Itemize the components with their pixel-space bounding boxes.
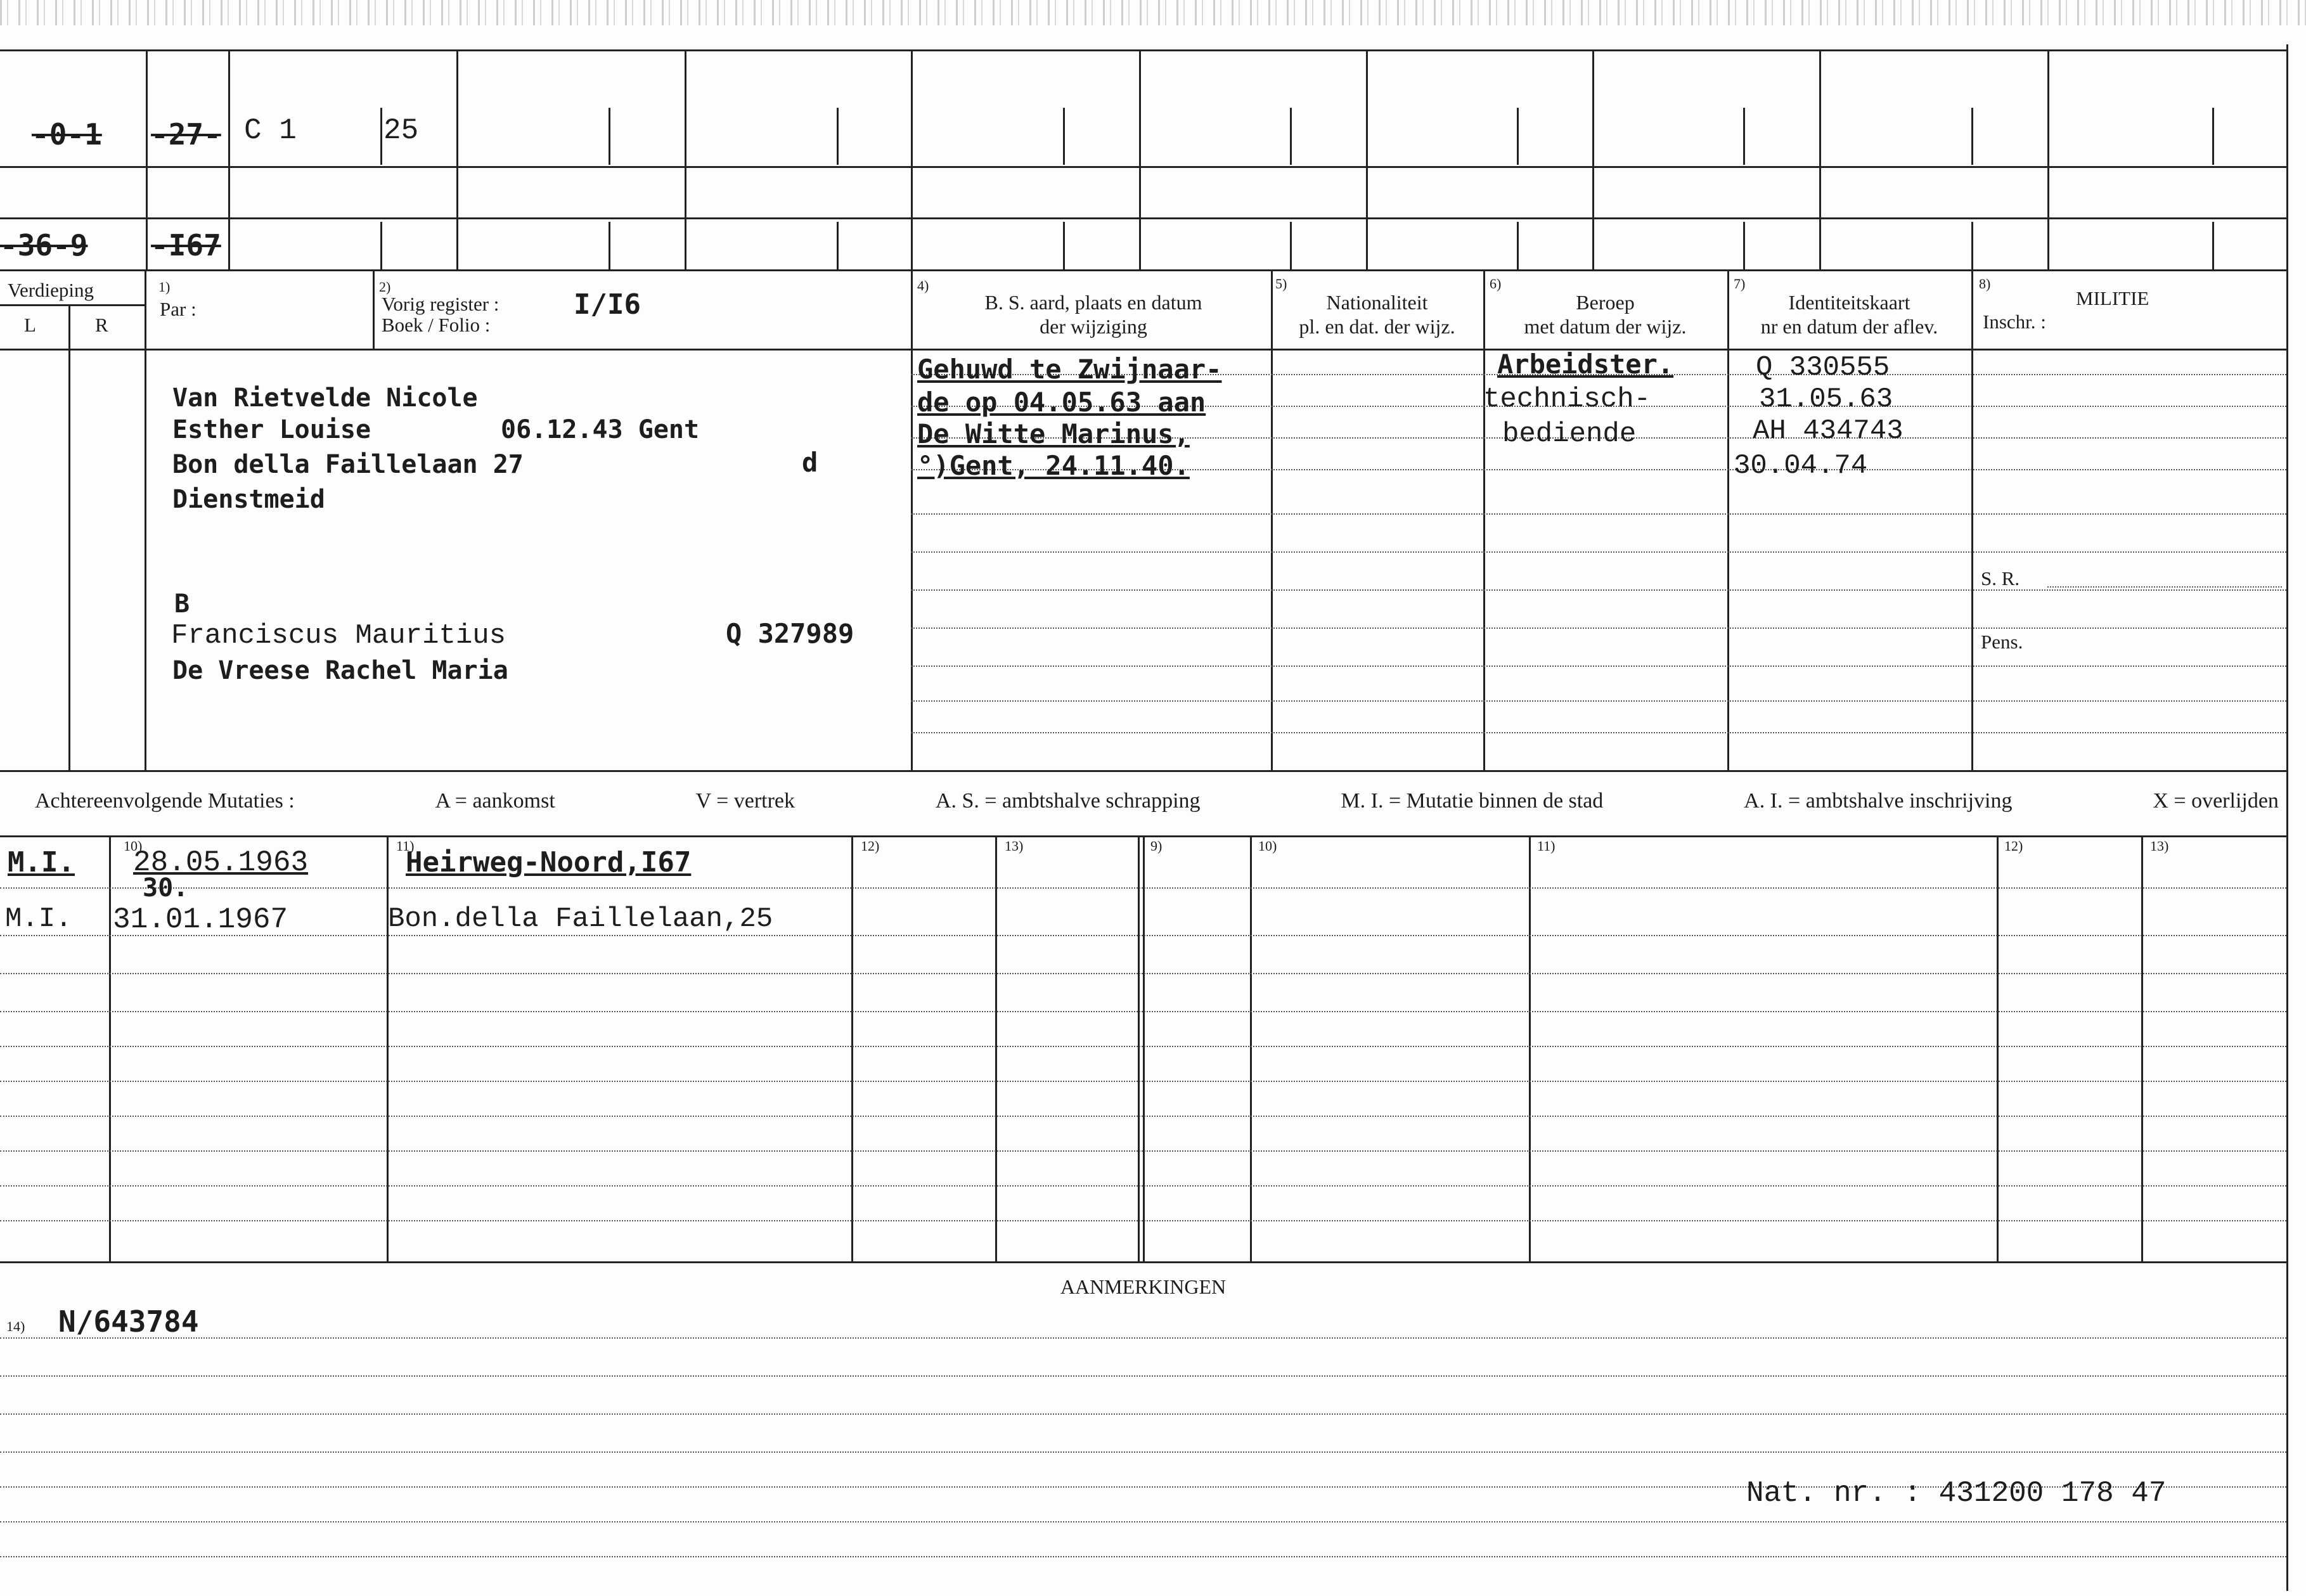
label-sr: S. R. bbox=[1981, 567, 2020, 589]
code-struck-4: -I67 bbox=[151, 228, 221, 262]
num-mut-10a: 10) bbox=[124, 838, 143, 854]
header-identiteitskaart: Identiteitskaart nr en datum der aflev. bbox=[1760, 291, 1938, 338]
code-c1: C 1 bbox=[244, 114, 297, 147]
header-beroep: Beroep met datum der wijz. bbox=[1524, 291, 1687, 338]
num-4: 4) bbox=[917, 278, 929, 293]
id-card-1: Q 330555 bbox=[1756, 352, 1890, 383]
mutation-2-type: M.I. bbox=[5, 903, 72, 935]
person-occupation: Dienstmeid bbox=[172, 485, 325, 514]
num-mut-11a: 11) bbox=[396, 838, 415, 854]
header-verdieping: Verdieping bbox=[8, 279, 94, 301]
change-line-2: de op 04.05.63 aan bbox=[917, 387, 1206, 418]
label-pens: Pens. bbox=[1981, 631, 2023, 653]
header-par: Par : bbox=[160, 298, 196, 320]
person-address: Bon della Faillelaan 27 bbox=[172, 450, 524, 479]
header-nationaliteit: Nationaliteit pl. en dat. der wijz. bbox=[1299, 291, 1455, 338]
remark-number: N/643784 bbox=[58, 1304, 199, 1339]
num-14: 14) bbox=[6, 1318, 25, 1334]
num-mut-12b: 12) bbox=[2004, 838, 2023, 854]
change-line-3: De Witte Marinus, bbox=[917, 418, 1190, 449]
id-card-3: AH 434743 bbox=[1753, 415, 1903, 447]
num-1: 1) bbox=[158, 279, 171, 295]
header-l: L bbox=[24, 314, 36, 336]
person-birth: 06.12.43 Gent bbox=[501, 415, 700, 444]
header-bs: B. S. aard, plaats en datum der wijziging bbox=[984, 291, 1202, 338]
num-mut-12a: 12) bbox=[861, 838, 880, 854]
mutation-1-address: Heirweg-Noord,I67 bbox=[406, 846, 692, 878]
header-inschr: Inschr. : bbox=[1983, 311, 2046, 333]
person-sex-mark: d bbox=[802, 447, 818, 478]
mutation-2-date: 31.01.1967 bbox=[113, 903, 288, 936]
num-8: 8) bbox=[1979, 276, 1991, 292]
person-name: Van Rietvelde Nicole bbox=[172, 383, 478, 413]
vorig-register-value: I/I6 bbox=[574, 288, 641, 321]
header-vorig-register: Vorig register : bbox=[382, 293, 499, 315]
id-card-2: 31.05.63 bbox=[1759, 383, 1893, 415]
code-struck-1: -0-1 bbox=[32, 117, 102, 151]
header-militie: MILITIE bbox=[2076, 287, 2149, 309]
mutaties-legend: Achtereenvolgende Mutaties : A = aankomst V = vertrek A. S. = ambtshalve schrapping M. I. = Mutatie binnen de stad A. I. = ambtshalve inschrijving X = overlijden bbox=[35, 789, 2279, 813]
person-father-id: Q 327989 bbox=[726, 618, 854, 649]
person-given-names: Esther Louise bbox=[172, 415, 371, 444]
header-boek-folio: Boek / Folio : bbox=[382, 314, 491, 336]
num-mut-13b: 13) bbox=[2150, 838, 2169, 854]
scan-edge-noise bbox=[0, 0, 2306, 25]
change-line-4: °)Gent, 24.11.40. bbox=[917, 450, 1190, 481]
num-mut-11b: 11) bbox=[1537, 838, 1556, 854]
person-mother: De Vreese Rachel Maria bbox=[172, 656, 508, 685]
code-struck-2: -27- bbox=[151, 117, 221, 151]
aanmerkingen-title: AANMERKINGEN bbox=[1060, 1275, 1227, 1298]
code-25: 25 bbox=[383, 114, 419, 147]
num-7: 7) bbox=[1734, 276, 1746, 292]
change-line-1: Gehuwd te Zwijnaar- bbox=[917, 354, 1222, 385]
occupation-3: bediende bbox=[1502, 418, 1637, 450]
person-father: Franciscus Mauritius bbox=[171, 620, 506, 652]
mutation-2-address: Bon.della Faillelaan,25 bbox=[388, 903, 773, 935]
mutation-1-date: 28.05.1963 bbox=[133, 846, 309, 879]
num-mut-10b: 10) bbox=[1258, 838, 1277, 854]
mutation-1-correction: 30. bbox=[143, 873, 189, 903]
occupation-2: technisch- bbox=[1483, 383, 1651, 415]
code-struck-3: -36-9 bbox=[0, 228, 88, 262]
national-number: Nat. nr. : 431200 178 47 bbox=[1746, 1477, 2167, 1510]
mutation-1-type: M.I. bbox=[8, 846, 75, 878]
num-mut-9: 9) bbox=[1150, 838, 1163, 854]
num-5: 5) bbox=[1275, 276, 1287, 292]
header-r: R bbox=[95, 314, 108, 336]
id-card-4: 30.04.74 bbox=[1734, 450, 1868, 482]
occupation-1: Arbeidster. bbox=[1497, 349, 1674, 380]
person-b: B bbox=[174, 589, 190, 619]
num-6: 6) bbox=[1490, 276, 1502, 292]
num-mut-13a: 13) bbox=[1005, 838, 1024, 854]
num-2: 2) bbox=[379, 279, 391, 295]
